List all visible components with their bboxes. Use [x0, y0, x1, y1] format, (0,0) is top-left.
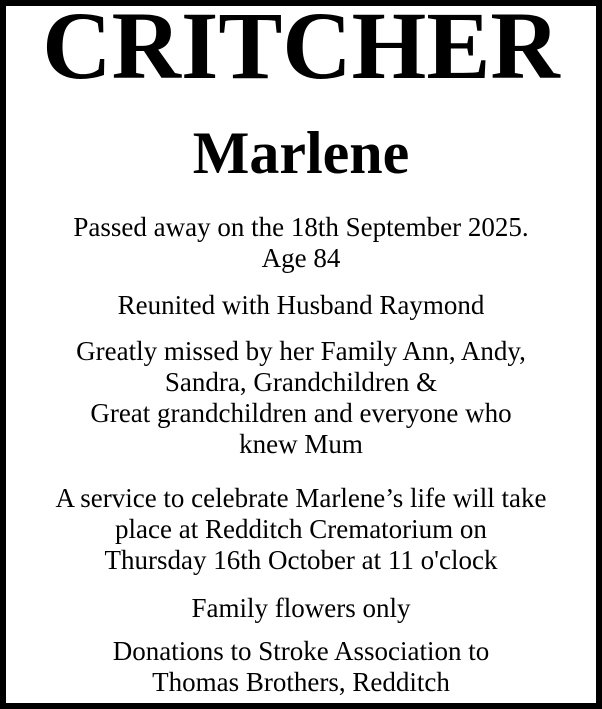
family-line-1: Greatly missed by her Family Ann, Andy, — [76, 336, 526, 366]
family-line-2: Sandra, Grandchildren & — [164, 367, 438, 397]
donations-line-2: Thomas Brothers, Redditch — [152, 667, 450, 697]
reunited-line: Reunited with Husband Raymond — [117, 290, 485, 320]
forename-heading: Marlene — [192, 120, 410, 186]
donations-paragraph — [6, 636, 596, 698]
passing-date-line: Passed away on the 18th September 2025. — [73, 212, 529, 242]
reunited-paragraph — [6, 290, 596, 321]
service-line-3: Thursday 16th October at 11 o'clock — [104, 545, 498, 575]
donations-line-1: Donations to Stroke Association to — [112, 636, 490, 666]
age-line: Age 84 — [261, 243, 341, 273]
service-line-1: A service to celebrate Marlene’s life will take — [55, 483, 547, 513]
passing-paragraph — [6, 212, 596, 274]
family-line-3: Great grandchildren and everyone who — [90, 398, 512, 428]
flowers-line: Family flowers only — [191, 593, 411, 623]
family-paragraph — [6, 336, 596, 460]
service-paragraph — [6, 483, 596, 576]
flowers-paragraph — [6, 593, 596, 624]
service-line-2: place at Redditch Crematorium on — [115, 514, 487, 544]
surname-heading: CRITCHER — [42, 0, 560, 99]
family-line-4: knew Mum — [239, 429, 363, 459]
